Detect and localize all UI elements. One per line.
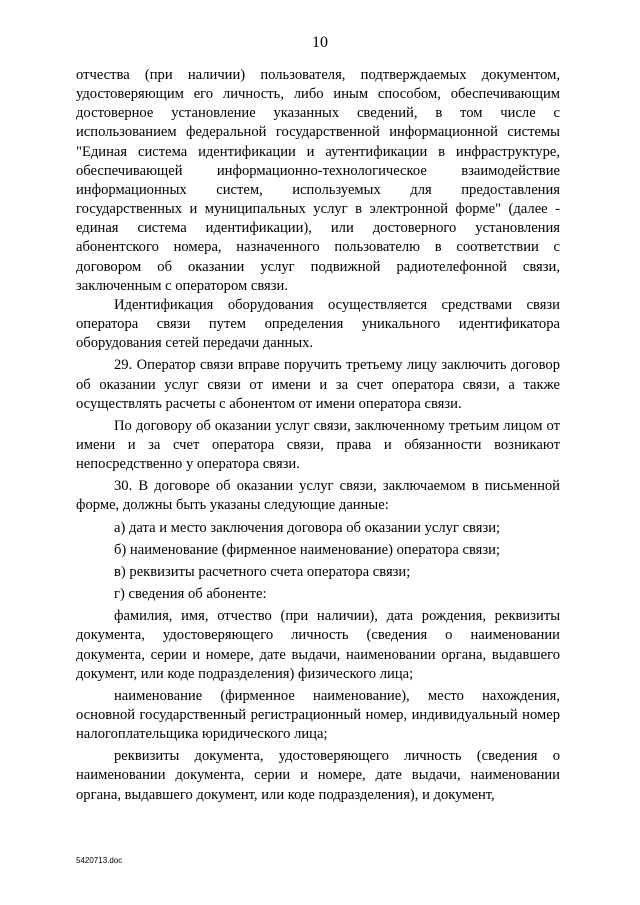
list-item-g: г) сведения об абоненте: bbox=[114, 586, 267, 603]
paragraph-third-party-contract: По договору об оказании услуг связи, заключенному третьим лицом от имени и за счет оператора связи, права и обязанности возникают непосредственно у оператора связи. bbox=[76, 417, 560, 473]
paragraph-equipment-identification: Идентификация оборудования осуществляется средствами связи оператора связи путем определения уникального идентификатора оборудования сетей передачи данных. bbox=[76, 296, 560, 352]
list-item-a: а) дата и место заключения договора об оказании услуг связи; bbox=[114, 519, 501, 536]
paragraph-identity-document: реквизиты документа, удостоверяющего личность (сведения о наименовании документа, серии и номере, дате выдачи, наименовании органа, выдавшего документ, или коде подразделения), и документ, bbox=[76, 748, 560, 803]
paragraph-item-29: 29. Оператор связи вправе поручить третьему лицу заключить договор об оказании услуг связи от имени и за счет оператора связи, а также осуществлять расчеты с абонентом от имени оператора связи. bbox=[76, 357, 560, 412]
footer-filename: 5420713.doc bbox=[76, 856, 123, 865]
page-number: 10 bbox=[312, 34, 328, 51]
list-item-b: б) наименование (фирменное наименование) оператора связи; bbox=[114, 541, 501, 558]
paragraph-legal-entity-details: наименование (фирменное наименование), место нахождения, основной государственный регистрационный номер, индивидуальный номер налогоплательщика юридического лица; bbox=[76, 687, 560, 743]
paragraph-item-30: 30. В договоре об оказании услуг связи, заключаемом в письменной форме, должны быть указаны следующие данные: bbox=[76, 478, 560, 514]
document-body bbox=[76, 66, 560, 805]
paragraph-continuation: отчества (при наличии) пользователя, подтверждаемых документом, удостоверяющим его личность, либо иным способом, обеспечивающим достоверное установление указанных сведений, в том числе с использованием федеральной государственной информационной системы "Единая система идентификации и аутентификации в инфраструктуре, обеспечивающей информационно-технологическое взаимодействие информационных систем, используемых для предоставления государственных и муниципальных услуг в электронной форме" (далее - единая система идентификации), или достоверного установления абонентского номера, назначенного пользователю в соответствии с договором об оказании услуг подвижной радиотелефонной связи, заключенным с оператором связи. bbox=[76, 67, 560, 294]
list-item-v: в) реквизиты расчетного счета оператора связи; bbox=[114, 563, 411, 580]
paragraph-individual-details: фамилия, имя, отчество (при наличии), дата рождения, реквизиты документа, удостоверяющего личность (сведения о наименовании документа, серии и номере, дате выдачи, наименовании органа, выдавшего документ, или коде подразделения) физического лица; bbox=[76, 608, 560, 682]
